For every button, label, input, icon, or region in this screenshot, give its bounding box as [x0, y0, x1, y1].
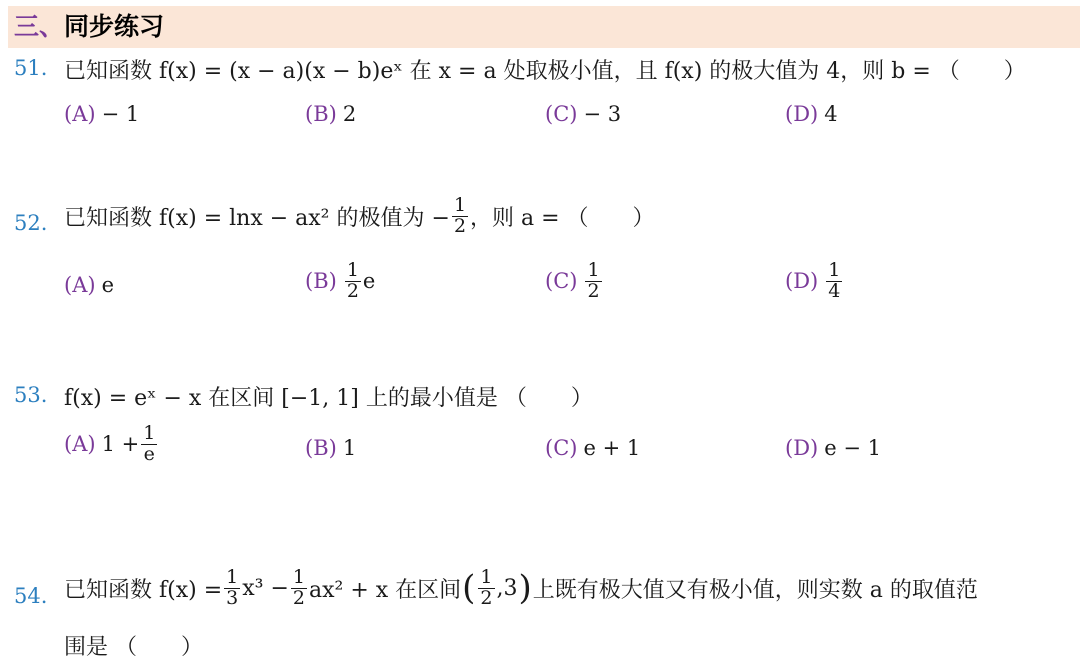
- option-label: (D): [785, 102, 819, 126]
- stem-text: ax² + x 在区间: [308, 577, 462, 603]
- option-a: [64, 273, 114, 297]
- stem-text: 上既有极大值又有极小值，则实数 a 的取值范: [532, 577, 978, 603]
- option-label: (A): [64, 432, 96, 457]
- fraction-denominator: 3: [226, 586, 239, 609]
- option-text: 2: [342, 102, 357, 126]
- option-label: (C): [545, 269, 578, 294]
- fraction-denominator: 2: [292, 586, 305, 609]
- question-number: 53.: [14, 383, 48, 407]
- option-c: [545, 261, 604, 302]
- fraction-numerator: 1: [828, 259, 841, 281]
- question-stem: [64, 196, 655, 237]
- option-label: (A): [64, 102, 96, 126]
- fraction: [141, 424, 157, 465]
- question-number: 51.: [14, 56, 48, 80]
- option-text: − 3: [583, 102, 622, 126]
- stem-text: 已知函数 f(x) = lnx − ax² 的极值为 −: [64, 205, 450, 231]
- fraction-numerator: 1: [292, 566, 305, 588]
- option-text: 1: [342, 436, 357, 460]
- section-header: [8, 6, 1080, 48]
- interval-paren-left: (: [462, 568, 476, 609]
- option-text: 4: [824, 102, 838, 126]
- fraction-denominator: 2: [346, 279, 359, 302]
- question-stem: f(x) = eˣ − x 在区间 [−1, 1] 上的最小值是 （ ）: [64, 386, 593, 411]
- fraction: [585, 261, 601, 302]
- option-label: (A): [64, 273, 96, 297]
- option-c: [545, 102, 621, 126]
- fraction: [478, 568, 494, 609]
- option-label: (C): [545, 436, 578, 460]
- option-label: (D): [785, 269, 819, 294]
- fraction-denominator: e: [143, 442, 155, 465]
- stem-text: ,3: [496, 575, 518, 601]
- fraction-numerator: 1: [587, 259, 600, 281]
- fraction-denominator: 2: [453, 214, 467, 237]
- option-label: (B): [305, 102, 337, 126]
- option-text: 1 +: [101, 432, 140, 457]
- interval-paren-right: ): [518, 568, 532, 609]
- question-number: 54.: [14, 584, 48, 608]
- fraction-numerator: 1: [480, 566, 493, 588]
- option-text: e + 1: [583, 436, 641, 460]
- question-stem: [64, 568, 978, 609]
- option-d: [785, 436, 881, 460]
- fraction: [345, 261, 361, 302]
- fraction-numerator: 1: [226, 566, 239, 588]
- fraction-numerator: 1: [346, 259, 359, 281]
- fraction-denominator: 4: [828, 279, 841, 302]
- option-a: [64, 102, 139, 126]
- question-number: 52.: [14, 211, 48, 235]
- question-stem: 已知函数 f(x) = (x − a)(x − b)eˣ 在 x = a 处取极小值，且 f(x) 的极大值为 4，则 b = （ ）: [64, 59, 1026, 84]
- section-number: 三、: [14, 12, 65, 41]
- fraction: [452, 196, 468, 237]
- option-text: e: [362, 269, 376, 294]
- option-text: e − 1: [824, 436, 881, 460]
- option-a: [64, 424, 159, 465]
- fraction-numerator: 1: [143, 422, 156, 444]
- option-label: (D): [785, 436, 819, 460]
- fraction: [291, 568, 307, 609]
- fraction: [826, 261, 842, 302]
- option-label: (C): [545, 102, 578, 126]
- option-c: [545, 436, 640, 460]
- option-d: [785, 102, 838, 126]
- option-text: e: [101, 273, 114, 297]
- option-d: [785, 261, 844, 302]
- option-label: (B): [305, 269, 337, 294]
- fraction-numerator: 1: [453, 194, 467, 216]
- option-b: [305, 436, 356, 460]
- question-stem-line2: 围是 （ ）: [64, 635, 203, 660]
- section-title: 同步练习: [64, 12, 165, 41]
- stem-text: x³ −: [242, 575, 289, 601]
- stem-text: ，则 a = （ ）: [470, 205, 655, 231]
- fraction-denominator: 2: [480, 586, 493, 609]
- fraction: [224, 568, 240, 609]
- stem-text: 已知函数 f(x) =: [64, 577, 223, 603]
- fraction-denominator: 2: [587, 279, 600, 302]
- option-b: [305, 261, 375, 302]
- option-label: (B): [305, 436, 337, 460]
- option-text: − 1: [101, 102, 140, 126]
- option-b: [305, 102, 356, 126]
